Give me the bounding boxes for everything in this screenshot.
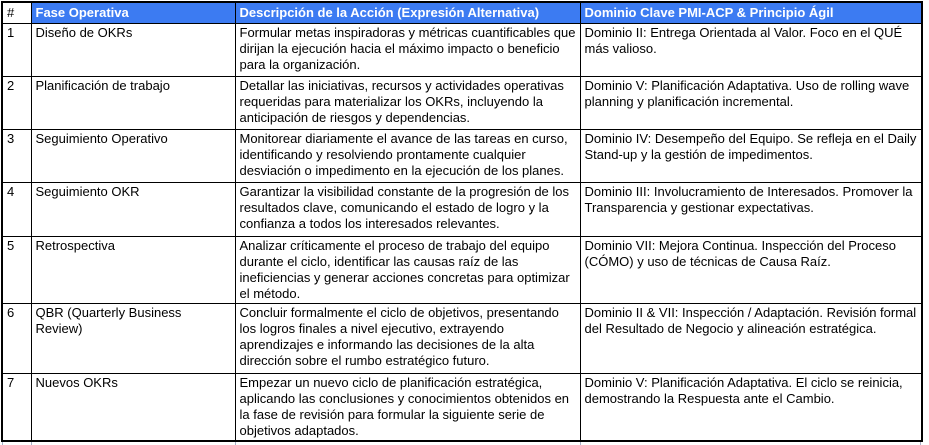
cell-fase: Diseño de OKRs [31, 23, 235, 76]
cell-fase: Planificación de trabajo [31, 76, 235, 129]
cell-descripcion: Formular metas inspiradoras y métricas cuantificables que dirijan la ejecución hacia el máximo impacto o beneficio para la organización. [235, 23, 580, 76]
cell-row-number: 1 [2, 23, 31, 76]
table-row [2, 303, 922, 373]
cell-dominio: Dominio V: Planificación Adaptativa. El ciclo se reinicia, demostrando la Respuesta ante el Cambio. [580, 373, 922, 441]
table-row [2, 23, 922, 76]
cell-fase: Retrospectiva [31, 236, 235, 303]
table-row [2, 129, 922, 182]
cell-row-number: 6 [2, 303, 31, 373]
header-cell-dominio: Dominio Clave PMI-ACP & Principio Ágil [580, 2, 922, 23]
cell-row-number: 7 [2, 373, 31, 441]
table-row [2, 373, 922, 441]
cell-descripcion: Empezar un nuevo ciclo de planificación estratégica, aplicando las conclusiones y conocimientos obtenidos en la fase de revisión para formular la siguiente serie de objetivos adaptados. [235, 373, 580, 441]
cell-descripcion: Concluir formalmente el ciclo de objetivos, presentando los logros finales a nivel ejecutivo, extrayendo aprendizajes e informando las decisiones de la alta dirección sobre el rumbo estratégico futuro. [235, 303, 580, 373]
gridline [2, 442, 3, 445]
cell-dominio: Dominio II: Entrega Orientada al Valor. Foco en el QUÉ más valioso. [580, 23, 922, 76]
next-row-gridlines [1, 442, 921, 445]
cell-fase: Seguimiento OKR [31, 182, 235, 236]
cell-descripcion: Detallar las iniciativas, recursos y actividades operativas requeridas para materializar los OKRs, incluyendo la anticipación de riesgos y dependencias. [235, 76, 580, 129]
cell-dominio: Dominio IV: Desempeño del Equipo. Se refleja en el Daily Stand-up y la gestión de impedimentos. [580, 129, 922, 182]
cell-fase: Nuevos OKRs [31, 373, 235, 441]
cell-fase: Seguimiento Operativo [31, 129, 235, 182]
gridline [31, 442, 32, 445]
cell-row-number: 4 [2, 182, 31, 236]
gridline [235, 442, 236, 445]
table-header-row [2, 2, 922, 23]
header-cell-number: # [2, 2, 31, 23]
gridline [920, 442, 921, 445]
okr-phases-table [1, 1, 923, 442]
table-row [2, 182, 922, 236]
header-cell-fase-operativa: Fase Operativa [31, 2, 235, 23]
cell-dominio: Dominio II & VII: Inspección / Adaptación. Revisión formal del Resultado de Negocio y alineación estratégica. [580, 303, 922, 373]
cell-fase: QBR (Quarterly Business Review) [31, 303, 235, 373]
cell-row-number: 5 [2, 236, 31, 303]
cell-descripcion: Garantizar la visibilidad constante de la progresión de los resultados clave, comunicando el estado de logro y la confianza a todos los interesados relevantes. [235, 182, 580, 236]
cell-dominio: Dominio VII: Mejora Continua. Inspección del Proceso (CÓMO) y uso de técnicas de Causa Raíz. [580, 236, 922, 303]
gridline [580, 442, 581, 445]
table-row [2, 236, 922, 303]
cell-dominio: Dominio V: Planificación Adaptativa. Uso de rolling wave planning y planificación incremental. [580, 76, 922, 129]
cell-row-number: 2 [2, 76, 31, 129]
header-cell-descripcion: Descripción de la Acción (Expresión Alternativa) [235, 2, 580, 23]
cell-dominio: Dominio III: Involucramiento de Interesados. Promover la Transparencia y gestionar expectativas. [580, 182, 922, 236]
table-row [2, 76, 922, 129]
cell-descripcion: Monitorear diariamente el avance de las tareas en curso, identificando y resolviendo prontamente cualquier desviación o impedimento en la ejecución de los planes. [235, 129, 580, 182]
cell-descripcion: Analizar críticamente el proceso de trabajo del equipo durante el ciclo, identificar las causas raíz de las ineficiencias y generar acciones concretas para optimizar el método. [235, 236, 580, 303]
cell-row-number: 3 [2, 129, 31, 182]
